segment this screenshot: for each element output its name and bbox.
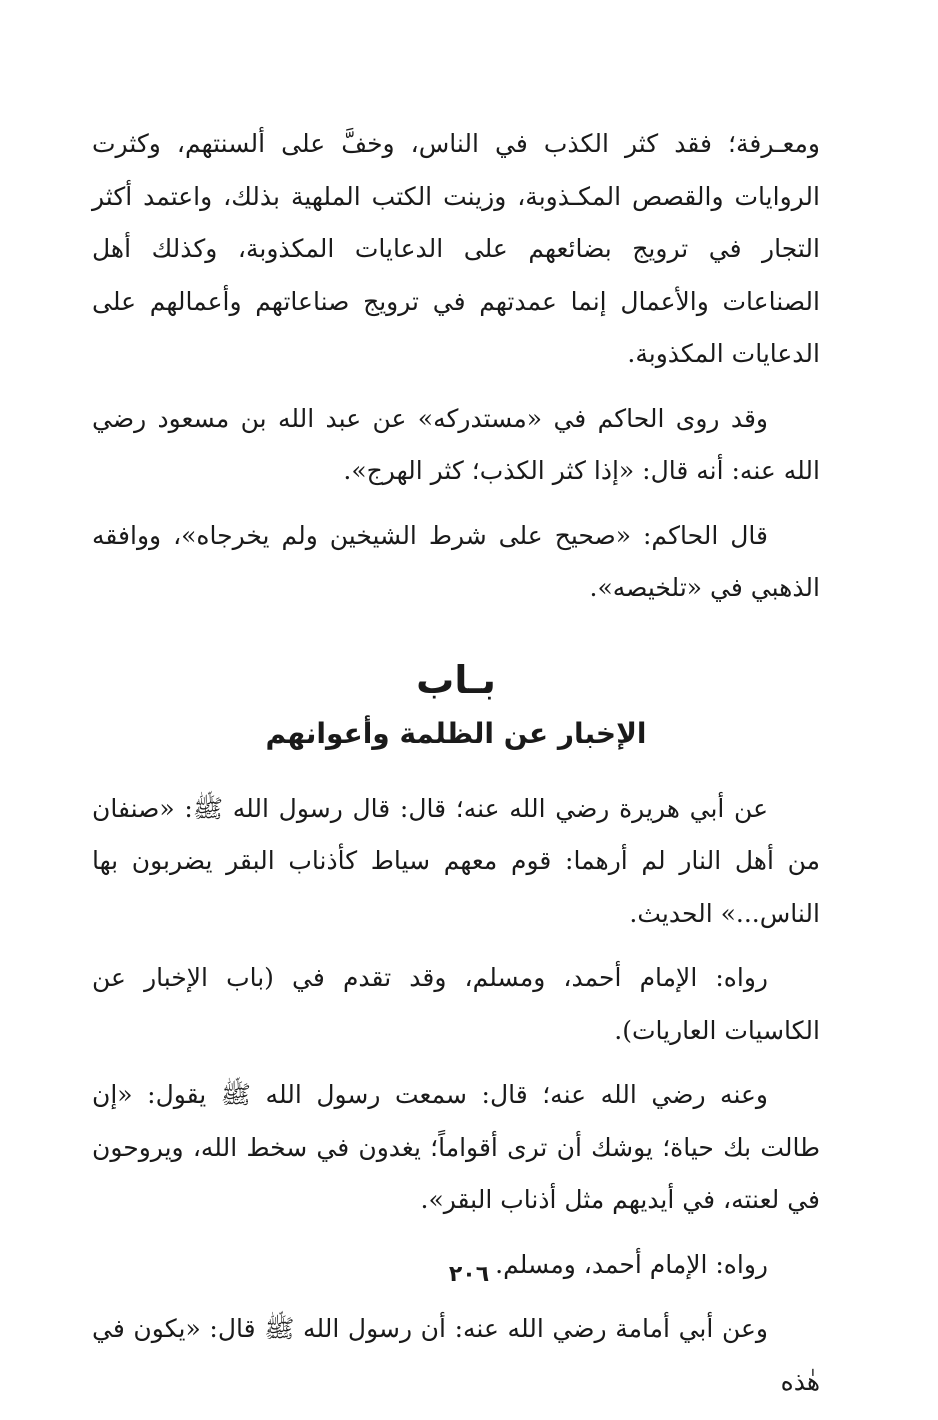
paragraph-4: عن أبي هريرة رضي الله عنه؛ قال: قال رسول الله ﷺ: «صنفان من أهل النار لم أرهما: قوم معهم سياط كأذناب البقر يضربون بها الناس...» الحديث.: [92, 793, 820, 928]
paragraph-8: وعن أبي أمامة رضي الله عنه: أن رسول الله ﷺ قال: «يكون في هٰذه: [92, 1314, 820, 1396]
page-number: ٢٠٦: [448, 1262, 490, 1287]
paragraph-3: قال الحاكم: «صحيح على شرط الشيخين ولم يخرجاه»، ووافقه الذهبي في «تلخيصه».: [92, 520, 820, 602]
chapter-heading: [92, 653, 820, 761]
paragraph-7: رواه: الإمام أحمد، ومسلم.: [495, 1249, 768, 1279]
chapter-title: بـاب: [416, 657, 496, 702]
paragraph-1: ومعـرفة؛ فقد كثر الكذب في الناس، وخفَّ على ألسنتهم، وكثرت الروايات والقصص المكـذوبة، وزينت الكتب الملهية بذلك، واعتمد أكثر التجار في ترويج بضائعهم على الدعايات المكذوبة، وكذلك أهل الصناعات والأعمال إنما عمدتهم في ترويج صناعاتهم وأعمالهم على الدعايات المكذوبة.: [92, 129, 820, 368]
page-body: [92, 118, 820, 1420]
chapter-subtitle: الإخبار عن الظلمة وأعوانهم: [265, 716, 647, 750]
paragraph-5: رواه: الإمام أحمد، ومسلم، وقد تقدم في (باب الإخبار عن الكاسيات العاريات).: [92, 963, 820, 1045]
paragraph-2: وقد روى الحاكم في «مستدركه» عن عبد الله بن مسعود رضي الله عنه: أنه قال: «إذا كثر الكذب؛ كثر الهرج».: [92, 403, 820, 485]
paragraph-6: وعنه رضي الله عنه؛ قال: سمعت رسول الله ﷺ يقول: «إن طالت بك حياة؛ يوشك أن ترى أقواماً؛ يغدون في سخط الله، ويروحون في لعنته، في أيديهم مثل أذناب البقر».: [92, 1080, 820, 1214]
